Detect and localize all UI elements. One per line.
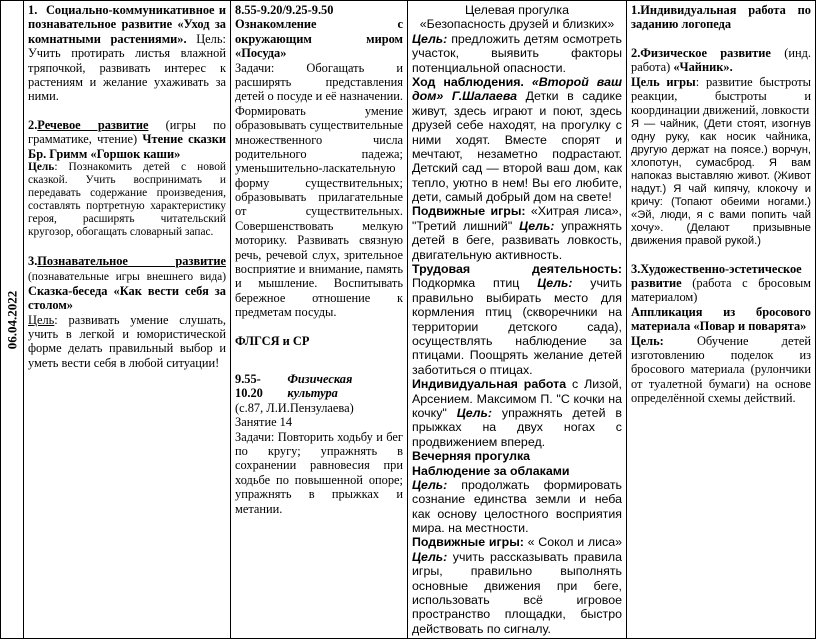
observation-label: Ход наблюдения.: [412, 74, 524, 89]
section-2-goal-label: Цель: [28, 160, 55, 173]
walk-goal: предложить детям осмотреть участок, выявить факторы потенциальной опасности.: [412, 31, 622, 75]
date-label: 06.04.2022: [4, 290, 20, 349]
lesson-2-header: [235, 372, 403, 401]
work-goal: учить правильно выбирать место для кормления птиц (скворечники на территории детского сада), осуществлять наблюдение за птицами. Поощрять желание детей заботиться о птицах.: [412, 276, 622, 377]
games-2-label: Подвижные игры:: [412, 535, 524, 550]
work-goal-label: Цель:: [537, 276, 573, 291]
col4-section-3-goal-block: [631, 334, 811, 406]
section-3-goal: : развивать умение слушать, учить в легкой и юмористической форме делать правильный выбор и уметь вести себя в любой ситуации!: [28, 312, 226, 370]
individual-label: Индивидуальная работа: [412, 377, 567, 392]
lessons-cell: [231, 1, 408, 639]
chainik-poem: Я — чайник, (Дети стоят, изогнув одну руку, как носик чайника, другую держат на поясе.) ворчун, хлопотун, сумасброд. Я вам напоказ выставляю живот. (Живот надут.) Я чай кипячу, клокочу и кричу: (Топают обеими ногами.) «Эй, люди, я с вами попить чай хочу». (Делают призывные движения правой рукой.): [631, 117, 811, 247]
col4-section-3-title: Аппликация из бросового материала «Повар и поварята»: [631, 304, 811, 334]
observation-poem-title: «Второй ваш дом» Г.Шалаева: [412, 74, 622, 104]
section-2-number: 2.: [28, 117, 38, 132]
section-3-goal-label: Цель: [28, 312, 55, 327]
lesson-1-tasks: Задачи: Обогащать и расширять представления детей о посуде и её назначении. Формировать умение образовывать существительные множественного числа родительного падежа; уменьшительно-ласкательную форму существительных; образовывать прилагательные от существительных. Совершенствовать мелкую моторику. Развивать связную речь, речевой слух, зрительное восприятие и внимание, память и мышление. Воспитывать бережное отношение к предметам посуды.: [235, 60, 403, 320]
games-1-goal-label: Цель:: [519, 218, 555, 233]
section-3-area: Познавательное развитие: [37, 253, 226, 268]
evening-goal-block: [412, 478, 622, 536]
date-cell: [1, 1, 24, 639]
lesson-2-number: Занятие 14: [235, 415, 293, 430]
lesson-2-reference: (с.87, Л.И.Пензулаева): [235, 400, 354, 415]
section-1: [28, 3, 226, 104]
evening-goal-label: Цель:: [412, 477, 448, 492]
col4-section-3-note: (работа с бросовым материалом): [631, 275, 811, 305]
walk-name: «Безопасность друзей и близких»: [419, 17, 615, 32]
section-1-number: 1.: [28, 3, 38, 17]
section-2-title: Чтение сказки Бр. Гримм «Горшок каши»: [28, 132, 226, 161]
walk-cell: [408, 1, 627, 639]
col4-section-2-note: (инд. работа): [631, 45, 811, 75]
section-3: [28, 254, 226, 313]
col4-section-3-area: 3.Художественно-эстетическое развитие: [631, 261, 802, 290]
flgs-heading: ФЛГСЯ и СР: [235, 333, 310, 348]
walk-title: Целевая прогулка: [464, 3, 569, 17]
walk-goal-block: [412, 32, 622, 75]
work-block: [412, 262, 622, 377]
section-1-goal: : Учить протирать листья влажной тряпочкой, развивать интерес к растениям и желание ухаживать за ними.: [28, 31, 226, 104]
evening-walk-title: Вечерняя прогулка: [412, 449, 531, 464]
work-label: Трудовая деятельность:: [412, 262, 622, 277]
lesson-1-title: Ознакомление с окружающим миром «Посуда»: [235, 17, 403, 61]
section-2-goal: : Познакомить детей с новой сказкой. Учить воспринимать и передавать содержание произведения, составлять портретную характеристику героя, расширять читательский кругозор, обогащать словарный запас.: [28, 160, 226, 239]
col4-section-2-goal-block: [631, 75, 811, 118]
section-3-area-note: (познавательные игры внешнего вида): [28, 270, 226, 283]
col4-section-2: [631, 46, 811, 75]
individual-work-cell: [627, 1, 816, 639]
col4-section-2-goal-label: Цель игры: [631, 74, 696, 89]
section-1-title: Социально-коммуникативное и познавательное развитие «Уход за комнатными растениями».: [28, 3, 226, 46]
games-2-names: « Сокол и лиса»: [523, 535, 622, 550]
games-2-goal: учить рассказывать правила игры, правильно выполнять основные движения при беге, использовать всё игровое пространство площадки, быстро действовать по сигналу.: [412, 549, 622, 636]
games-1-goal: упражнять детей в беге, развивать ловкость, двигательную активность.: [412, 218, 622, 262]
observation-text: Детки в садике живут, здесь играют и поют, здесь друзей себе находят, на прогулку с ними ходят. Вместе спорят и мечтают, незаметно подрастают. Детский сад — второй ваш дом, как тепло, уютно в нем! Вы его любите, дети, самый добрый дом на свете!: [412, 89, 622, 205]
morning-activities-cell: [24, 1, 231, 639]
section-3-goal-block: [28, 313, 226, 371]
col4-section-2-title: «Чайник».: [673, 60, 733, 75]
games-1-block: [412, 204, 622, 262]
lesson-2-tasks: Задачи: Повторить ходьбу и бег по кругу; упражнять в сохранении равновесия при ходьбе по повышенной опоре; упражнять в прыжках и метании.: [235, 429, 403, 516]
lesson-2-title: Физическая культура: [287, 371, 353, 401]
games-1-names: «Хитрая лиса», "Третий лишний": [412, 204, 622, 233]
games-1-label: Подвижные игры:: [412, 204, 526, 219]
evening-goal: продолжать формировать сознание единства земли и неба как основу целостного восприятия мира. на местности.: [412, 477, 622, 536]
section-2-area: Речевое развитие: [37, 117, 149, 132]
games-2-goal-label: Цель:: [412, 549, 448, 564]
individual-goal-label: Цель:: [456, 405, 492, 420]
col4-section-2-area: 2.Физическое развитие: [631, 45, 771, 60]
table-row: [1, 1, 816, 639]
work-text: Подкормка птиц: [412, 276, 520, 291]
col4-section-3-goal: Обучение детей изготовлению поделок из бросового материала (рулончики от туалетной бумаги) на основе определённой схемы действий.: [631, 333, 811, 406]
col4-section-3: [631, 262, 811, 305]
section-2-goal-block: [28, 161, 226, 240]
games-2-block: [412, 535, 622, 636]
col4-section-2-goal: : развитие быстроты реакции, быстроты и координации движений, ловкости: [631, 74, 811, 118]
col4-section-1: 1.Индивидуальная работа по заданию логопеда: [631, 3, 811, 32]
lesson-1-time: 8.55-9.20/9.25-9.50: [235, 3, 334, 17]
lesson-2-time: 9.55-10.20: [235, 371, 263, 401]
individual-text: с Лизой, Арсением. Максимом П. "С кочки на кочку": [412, 377, 622, 420]
section-3-title: Сказка-беседа «Как вести себя за столом»: [28, 283, 226, 313]
observation-block: [412, 75, 622, 205]
individual-goal: упражнять детей в прыжках на двух ногах с продвижением вперед.: [412, 405, 622, 449]
section-1-goal-label: Цель: [196, 31, 223, 46]
evening-observation: Наблюдение за облаками: [412, 463, 570, 478]
section-2-area-note: (игры по грамматике, чтение): [28, 117, 226, 147]
section-3-number: 3.: [28, 253, 38, 268]
individual-block: [412, 377, 622, 449]
col4-section-3-goal-label: Цель:: [631, 333, 664, 348]
section-2: [28, 118, 226, 161]
walk-goal-label: Цель:: [412, 31, 448, 46]
